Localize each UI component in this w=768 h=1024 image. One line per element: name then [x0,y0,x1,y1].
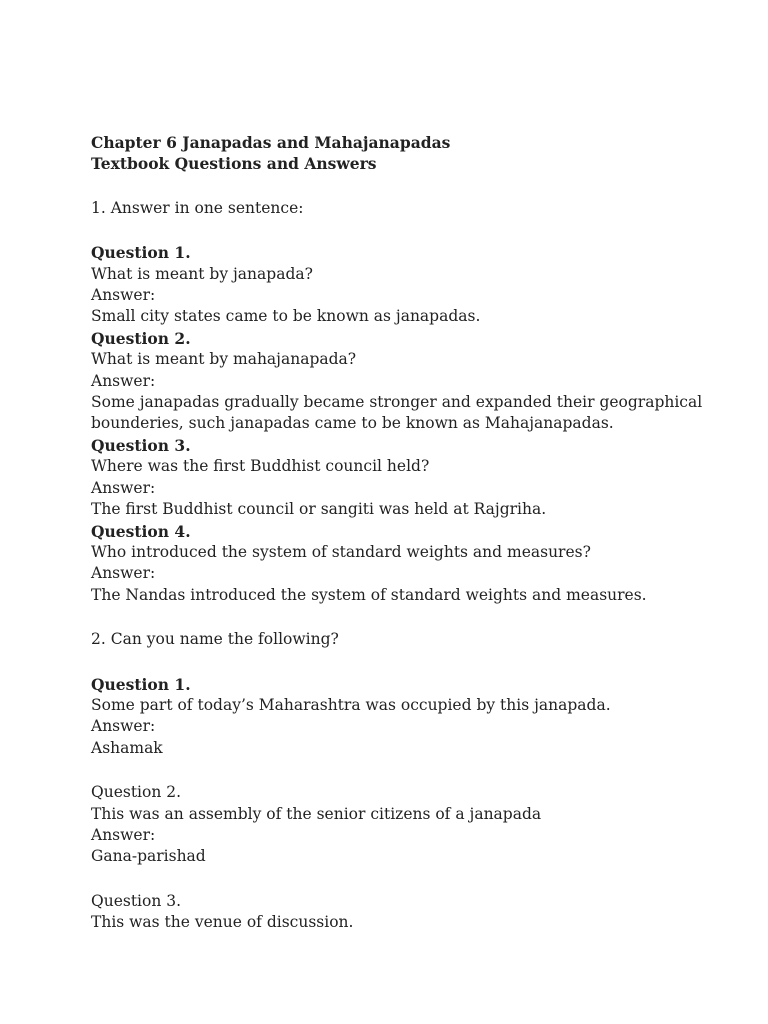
answer-text: The Nandas introduced the system of standard weights and measures. [91,585,647,604]
answer-label: Answer: [91,825,156,844]
question-label: Question 2. [91,783,182,802]
chapter-title: Chapter 6 Janapadas and Mahajanapadas [91,133,451,152]
answer-text: Ashamak [91,738,163,757]
spacer [91,651,731,674]
question-text: What is meant by mahajanapada? [91,350,357,369]
section-1-heading: 1. Answer in one sentence: [91,198,304,217]
qa-item [91,674,731,760]
section-2-heading: 2. Can you name the following? [91,630,339,649]
question-text: Who introduced the system of standard weights and measures? [91,542,591,561]
question-text: What is meant by janapada? [91,264,313,283]
answer-label: Answer: [91,717,156,736]
question-label: Question 1. [91,243,191,263]
document-subtitle: Textbook Questions and Answers [91,154,377,174]
answer-text: Gana-parishad [91,847,206,866]
qa-item [91,782,731,868]
question-label: Question 4. [91,521,191,541]
qa-item [91,521,731,607]
spacer [91,868,731,891]
question-text: Where was the first Buddhist council held? [91,457,430,476]
answer-label: Answer: [91,564,156,583]
question-text: Some part of today’s Maharashtra was occupied by this janapada. [91,695,611,714]
answer-label: Answer: [91,478,156,497]
answer-text: The first Buddhist council or sangiti was held at Rajgriha. [91,500,547,519]
question-label: Question 1. [91,674,191,694]
qa-item [91,435,731,521]
qa-item [91,328,731,435]
answer-text: Small city states came to be known as janapadas. [91,307,481,326]
question-label: Question 3. [91,435,191,455]
spacer [91,759,731,782]
question-label: Question 3. [91,891,182,910]
answer-label: Answer: [91,371,156,390]
question-label: Question 2. [91,328,191,348]
qa-item [91,891,731,934]
answer-text: Some janapadas gradually became stronger and expanded their geographical bounderies, such janapadas came to be known as Mahajanapadas. [91,393,708,433]
qa-item [91,242,731,328]
spacer [91,175,731,198]
question-text: This was the venue of discussion. [91,913,354,932]
question-text: This was an assembly of the senior citizens of a janapada [91,804,542,823]
spacer [91,219,731,242]
spacer [91,606,731,629]
document-page [91,132,731,934]
answer-label: Answer: [91,286,156,305]
